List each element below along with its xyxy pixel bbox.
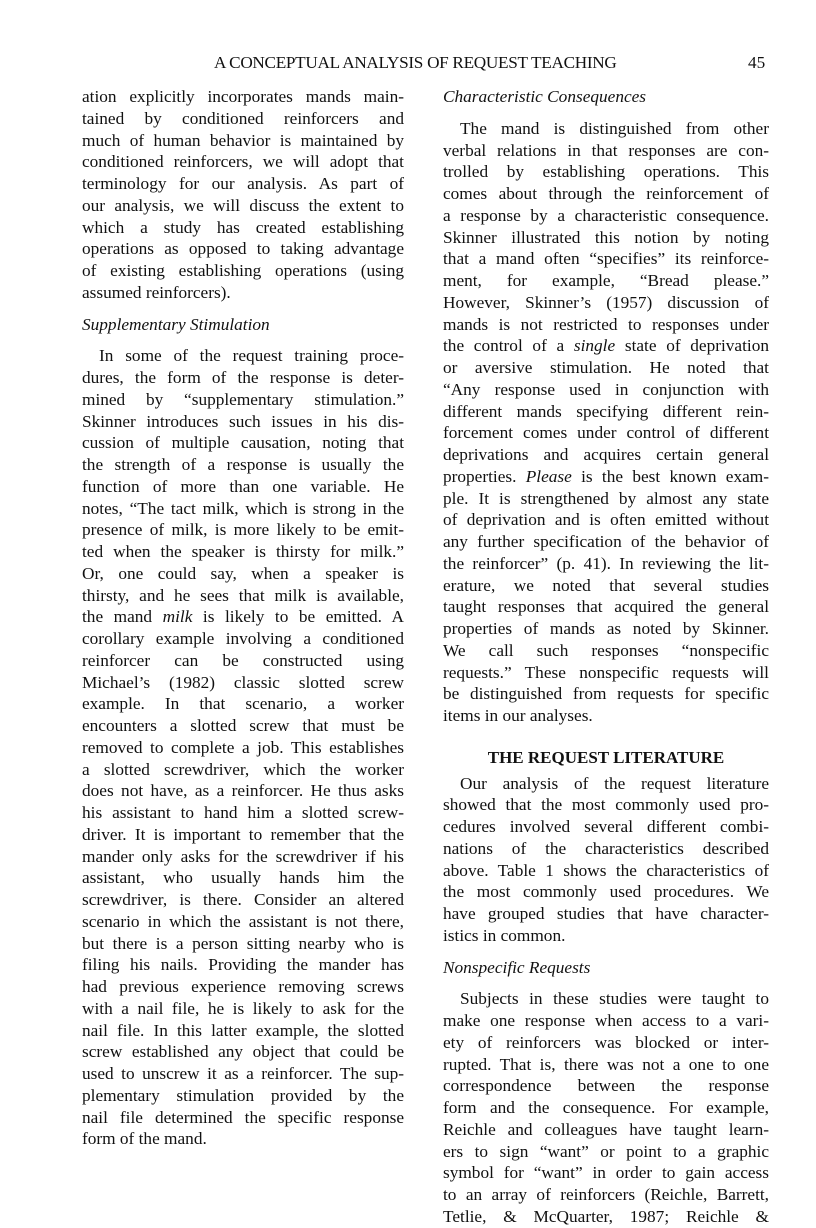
text-line: the mand milk is likely to be emitted. A <box>82 607 404 627</box>
text-line: had previous experience removing screws <box>82 977 404 996</box>
paragraph <box>443 988 769 1227</box>
text-line: Reichle and colleagues have taught learn- <box>443 1119 769 1139</box>
text-line: of deprivation and is often emitted without <box>443 510 769 530</box>
text-line: be distinguished from requests for specific <box>443 684 769 704</box>
text-line: make one response when access to a vari- <box>443 1011 769 1030</box>
text-line: any further specification of the behavior of <box>443 532 769 551</box>
text-line: ety of reinforcers was blocked or inter- <box>443 1032 769 1052</box>
text-line: requests.” These nonspecific requests will <box>443 662 769 682</box>
text-line: presence of milk, is more likely to be emit- <box>82 520 404 540</box>
text-line: showed that the most commonly used pro- <box>443 795 769 815</box>
text-line: However, Skinner’s (1957) discussion of <box>443 292 769 312</box>
text-line: thirsty, and he sees that milk is available, <box>82 585 404 605</box>
text-line: plementary stimulation provided by the <box>82 1085 404 1105</box>
paragraph <box>443 773 769 947</box>
text-line: nail file. In this latter example, the slotted <box>82 1020 404 1040</box>
text-line: Tetlie, & McQuarter, 1987; Reichle & <box>443 1206 769 1226</box>
text-line: the strength of a response is usually the <box>82 455 404 474</box>
text-line: our analysis, we will discuss the extent to <box>82 195 404 215</box>
text-line: example. In that scenario, a worker <box>82 694 404 714</box>
text-line: assistant, who usually hands him the <box>82 868 404 888</box>
section-heading-request-literature: THE REQUEST LITERATURE <box>487 747 725 767</box>
text-line: symbol for “want” in order to gain access <box>443 1163 769 1183</box>
subheading-supplementary-stimulation: Supplementary Stimulation <box>82 314 270 334</box>
text-line: to an array of reinforcers (Reichle, Barrett, <box>443 1185 769 1204</box>
text-line: mined by “supplementary stimulation.” <box>82 389 404 409</box>
text-line: screwdriver, is there. Consider an altered <box>82 890 404 909</box>
subheading-nonspecific-requests: Nonspecific Requests <box>443 957 591 977</box>
text-line: conditioned reinforcers, we will adopt that <box>82 152 404 172</box>
text-line: different mands specifying different rein- <box>443 401 769 421</box>
text-line: Or, one could say, when a speaker is <box>82 563 404 583</box>
text-line: Michael’s (1982) classic slotted screw <box>82 672 404 692</box>
text-line: filing his nails. Providing the mander has <box>82 955 404 975</box>
text-line: istics in common. <box>443 925 566 945</box>
text-line: taught responses that acquired the general <box>443 597 769 617</box>
text-line: which a study has created establishing <box>82 217 404 237</box>
text-line: deprivations and acquires certain general <box>443 445 769 464</box>
text-line: terminology for our analysis. As part of <box>82 174 404 193</box>
paragraph <box>82 86 404 304</box>
text-line: but there is a person sitting nearby who is <box>82 933 404 953</box>
text-line: much of human behavior is maintained by <box>82 130 404 150</box>
text-line: ation explicitly incorporates mands main- <box>82 87 404 106</box>
text-line: the control of a single state of deprivation <box>443 336 769 356</box>
page-number: 45 <box>748 53 766 72</box>
text-line: have grouped studies that have character- <box>443 904 769 923</box>
text-line: forcement comes under control of different <box>443 423 769 443</box>
text-line: form of the mand. <box>82 1129 207 1149</box>
text-line: does not have, as a reinforcer. He thus asks <box>82 781 404 801</box>
text-line: assumed reinforcers). <box>82 282 231 302</box>
running-head <box>0 53 816 77</box>
text-line: Our analysis of the request literature <box>460 773 769 793</box>
text-line: correspondence between the response <box>443 1076 769 1096</box>
paragraph <box>82 345 404 1150</box>
text-line: notes, “The tact milk, which is strong in the <box>82 498 404 518</box>
text-line: screw established any object that could be <box>82 1042 404 1062</box>
text-line: mands is not restricted to responses under <box>443 314 769 334</box>
text-line: verbal relations in that responses are con- <box>443 140 769 160</box>
text-line: ple. It is strengthened by almost any state <box>443 488 769 508</box>
paragraph <box>443 118 769 727</box>
text-line: properties. Please is the best known exam- <box>443 466 769 486</box>
right-column <box>443 86 769 1228</box>
text-line: ers to sign “want” or point to a graphic <box>443 1141 769 1161</box>
text-line: corollary example involving a conditioned <box>82 629 404 648</box>
text-line: removed to complete a job. This establishes <box>82 737 404 757</box>
text-line: Skinner introduces such issues in his dis- <box>82 411 404 431</box>
text-line: his assistant to hand him a slotted screw- <box>82 803 404 822</box>
text-line: items in our analyses. <box>443 706 593 725</box>
text-line: Subjects in these studies were taught to <box>460 989 769 1009</box>
text-line: that a mand often “specifies” its reinforce- <box>443 249 769 269</box>
text-line: We call such responses “nonspecific <box>443 640 769 660</box>
text-line: The mand is distinguished from other <box>460 118 769 138</box>
text-line: function of more than one variable. He <box>82 476 404 496</box>
text-line: cussion of multiple causation, noting that <box>82 433 404 453</box>
text-line: nations of the characteristics described <box>443 838 769 858</box>
text-line: a slotted screwdriver, which the worker <box>82 759 404 779</box>
text-line: or aversive stimulation. He noted that <box>443 358 769 377</box>
text-line: form and the consequence. For example, <box>443 1098 769 1117</box>
text-line: of existing establishing operations (using <box>82 261 404 280</box>
text-line: a response by a characteristic consequence. <box>443 205 769 225</box>
text-line: erature, we noted that several studies <box>443 575 769 595</box>
left-column <box>82 86 404 1150</box>
text-line: used to unscrew it as a reinforcer. The sup- <box>82 1064 404 1083</box>
text-line: properties of mands as noted by Skinner. <box>443 619 769 638</box>
text-line: ted when the speaker is thirsty for milk.” <box>82 542 404 561</box>
text-line: nail file determined the specific response <box>82 1107 404 1127</box>
text-line: tained by conditioned reinforcers and <box>82 108 404 128</box>
text-line: reinforcer can be constructed using <box>82 650 404 670</box>
text-line: driver. It is important to remember that the <box>82 824 404 844</box>
text-line: In some of the request training proce- <box>99 346 404 366</box>
subheading-characteristic-consequences: Characteristic Consequences <box>443 87 647 106</box>
text-line: operations as opposed to taking advantage <box>82 239 404 259</box>
text-line: rupted. That is, there was not a one to one <box>443 1054 769 1074</box>
text-line: trolled by establishing operations. This <box>443 162 769 182</box>
text-line: with a nail file, he is likely to ask for the <box>82 998 404 1018</box>
text-line: dures, the form of the response is deter- <box>82 368 404 387</box>
text-line: cedures involved several different combi- <box>443 817 769 836</box>
text-line: scenario in which the assistant is not there, <box>82 911 404 931</box>
text-line: the most commonly used procedures. We <box>443 882 769 902</box>
text-line: the reinforcer” (p. 41). In reviewing the lit- <box>443 553 769 573</box>
text-line: encounters a slotted screw that must be <box>82 716 404 735</box>
text-line: comes about through the reinforcement of <box>443 184 769 203</box>
text-line: Skinner illustrated this notion by noting <box>443 227 769 247</box>
text-line: ment, for example, “Bread please.” <box>443 271 769 290</box>
text-line: above. Table 1 shows the characteristics of <box>443 860 769 880</box>
running-title: A CONCEPTUAL ANALYSIS OF REQUEST TEACHING <box>214 53 617 72</box>
text-line: “Any response used in conjunction with <box>443 379 769 399</box>
text-line: mander only asks for the screwdriver if his <box>82 846 404 866</box>
